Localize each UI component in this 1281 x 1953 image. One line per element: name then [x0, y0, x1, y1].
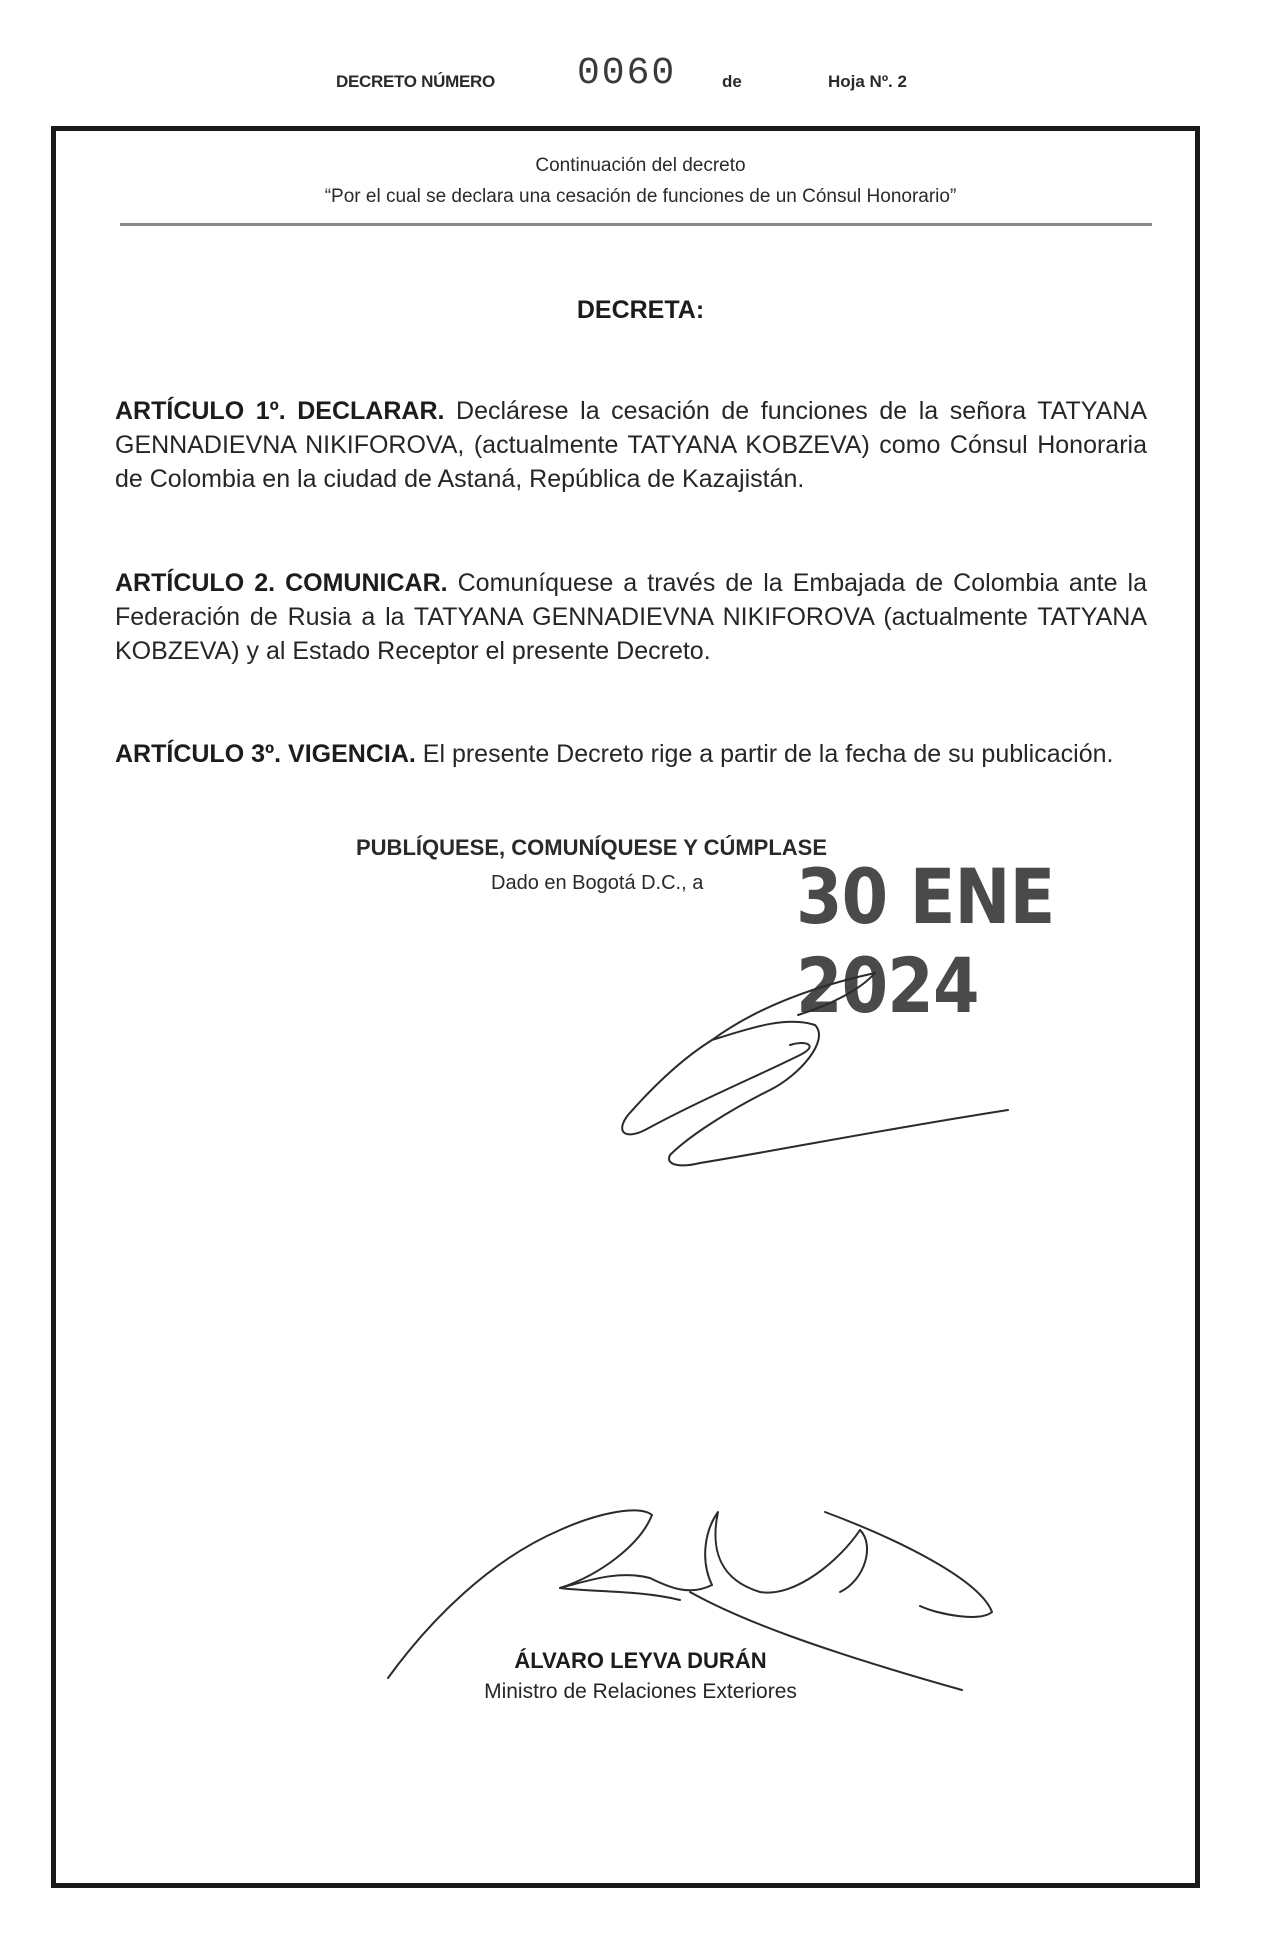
signatory-title: Ministro de Relaciones Exteriores — [484, 1680, 797, 1703]
article-heading: ARTÍCULO 1º. DECLARAR. — [115, 397, 445, 425]
page-number: Hoja Nº. 2 — [828, 72, 907, 91]
publiquese-line: PUBLÍQUESE, COMUNÍQUESE Y CÚMPLASE — [356, 835, 828, 860]
continuation-block — [0, 150, 1281, 212]
article-1 — [115, 394, 1147, 496]
article-heading: ARTÍCULO 2. COMUNICAR. — [115, 569, 448, 597]
article-text: Declárese la cesación de funciones de la señora TATYANA GENNADIEVNA NIKIFOROVA, (actualmente TATYANA KOBZEVA) como Cónsul Honoraria de Colombia en la ciudad de Astaná, República de Kazajistán. — [115, 397, 1147, 493]
decree-number: 0060 — [577, 52, 677, 95]
article-text: El presente Decreto rige a partir de la fecha de su publicación. — [415, 740, 1114, 768]
decree-header — [0, 48, 1281, 98]
article-text: Comuníquese a través de la Embajada de Colombia ante la Federación de Rusia a la TATYANA GENNADIEVNA NIKIFOROVA (actualmente TATYANA KOBZEVA) y al Estado Receptor el presente Decreto. — [115, 569, 1147, 665]
dado-en-line: Dado en Bogotá D.C., a — [491, 872, 704, 894]
date-stamp: 30 ENE 2024 — [796, 852, 1055, 1030]
decree-de-label: de — [722, 72, 742, 91]
decree-number-label: DECRETO NÚMERO — [336, 72, 495, 91]
signatory-name: ÁLVARO LEYVA DURÁN — [514, 1648, 767, 1673]
decree-subject: “Por el cual se declara una cesación de funciones de un Cónsul Honorario” — [324, 186, 957, 207]
article-heading: ARTÍCULO 3º. VIGENCIA. — [115, 740, 416, 768]
article-3 — [115, 737, 1147, 771]
continuation-label: Continuación del decreto — [535, 155, 746, 176]
header-divider — [120, 223, 1152, 226]
article-2 — [115, 566, 1147, 668]
decreta-heading: DECRETA: — [576, 296, 705, 324]
